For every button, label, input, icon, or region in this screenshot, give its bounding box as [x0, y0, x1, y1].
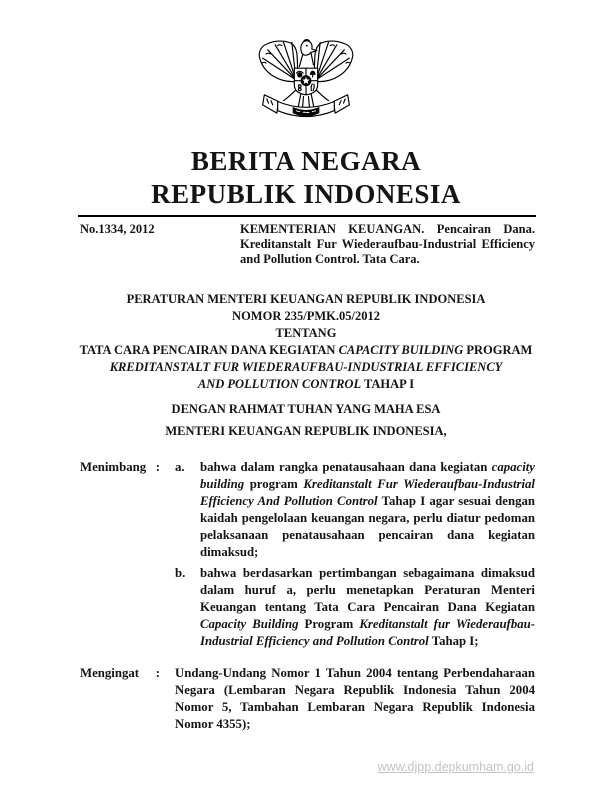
- garuda-emblem-graphic: [256, 38, 356, 130]
- regulation-title: [0, 291, 612, 393]
- regulation-subject-line-1: TATA CARA PENCAIRAN DANA KEGIATAN CAPACITY BUILDING PROGRAM: [79, 343, 533, 357]
- preamble: [80, 459, 535, 733]
- section-label-mengingat: [80, 665, 175, 733]
- legal-basis-section: [80, 665, 535, 733]
- section-label-colon: :: [155, 666, 160, 680]
- issuer-line: MENTERI KEUANGAN REPUBLIK INDONESIA,: [165, 424, 447, 438]
- footer: [378, 758, 534, 776]
- regulation-subject-line-2: KREDITANSTALT FUR WIEDERAUFBAU-INDUSTRIAL EFFICIENCY: [109, 360, 503, 374]
- masthead: [0, 145, 612, 211]
- pancasila-shield: [294, 68, 317, 95]
- left-wing: [259, 41, 297, 82]
- consideration-section: [80, 459, 535, 650]
- regulation-subject-line-3: AND POLLUTION CONTROL TAHAP I: [197, 377, 415, 391]
- section-label-colon: :: [155, 460, 160, 474]
- item-marker: a.: [175, 460, 185, 474]
- tentang-line: TENTANG: [275, 326, 337, 340]
- issue-row: [80, 222, 535, 267]
- garuda-pancasila-emblem: [0, 0, 612, 135]
- regulation-number-line: NOMOR 235/PMK.05/2012: [232, 309, 380, 323]
- item-text: bahwa berdasarkan pertimbangan sebagaimana dimaksud dalam huruf a, perlu menetapkan Peraturan Menteri Keuangan tentang Tata Cara Pencairan Dana Kegiatan Capacity Building Program Kreditanstalt fur Wiederaufbau-Industrial Efficiency and Pollution Control Tahap I;: [200, 566, 535, 648]
- section-label-text: Mengingat: [80, 666, 140, 680]
- masthead-divider: [78, 215, 536, 217]
- invocation-line: DENGAN RAHMAT TUHAN YANG MAHA ESA: [171, 402, 441, 416]
- consideration-item-b: [175, 565, 535, 650]
- right-wing: [314, 41, 352, 82]
- issue-number: No.1334, 2012: [80, 222, 155, 236]
- subject-abstract: KEMENTERIAN KEUANGAN. Pencairan Dana. Kreditanstalt Fur Wiederaufbau-Industrial Efficiency and Pollution Control. Tata Cara.: [240, 222, 535, 266]
- section-label-text: Menimbang: [80, 460, 147, 474]
- item-text: bahwa dalam rangka penatausahaan dana kegiatan capacity building program Kreditanstalt Fur Wiederaufbau-Industrial Efficiency And Pollution Control Tahap I agar sesuai dengan kaidah pengelolaan keuangan negara, perlu diatur pedoman pelaksanaan penatausahaan pencairan dana kegiatan dimaksud;: [200, 460, 535, 559]
- regulation-title-line-1: PERATURAN MENTERI KEUANGAN REPUBLIK INDONESIA: [126, 292, 486, 306]
- legal-basis-items: [175, 665, 535, 733]
- item-text: Undang-Undang Nomor 1 Tahun 2004 tentang Perbendaharaan Negara (Lembaran Negara Republik Indonesia Tahun 2004 Nomor 5, Tambahan Lembaran Negara Republik Indonesia Nomor 4355);: [175, 666, 535, 731]
- item-marker: b.: [175, 566, 186, 580]
- consideration-items: [175, 459, 535, 650]
- gazette-title-line1: BERITA NEGARA: [190, 146, 422, 176]
- watermark-link[interactable]: www.djpp.depkumham.go.id: [377, 760, 534, 774]
- consideration-item-a: [175, 459, 535, 561]
- gazette-title-line2: REPUBLIK INDONESIA: [151, 179, 461, 209]
- section-label-menimbang: [80, 459, 175, 650]
- legal-basis-item: [175, 665, 535, 733]
